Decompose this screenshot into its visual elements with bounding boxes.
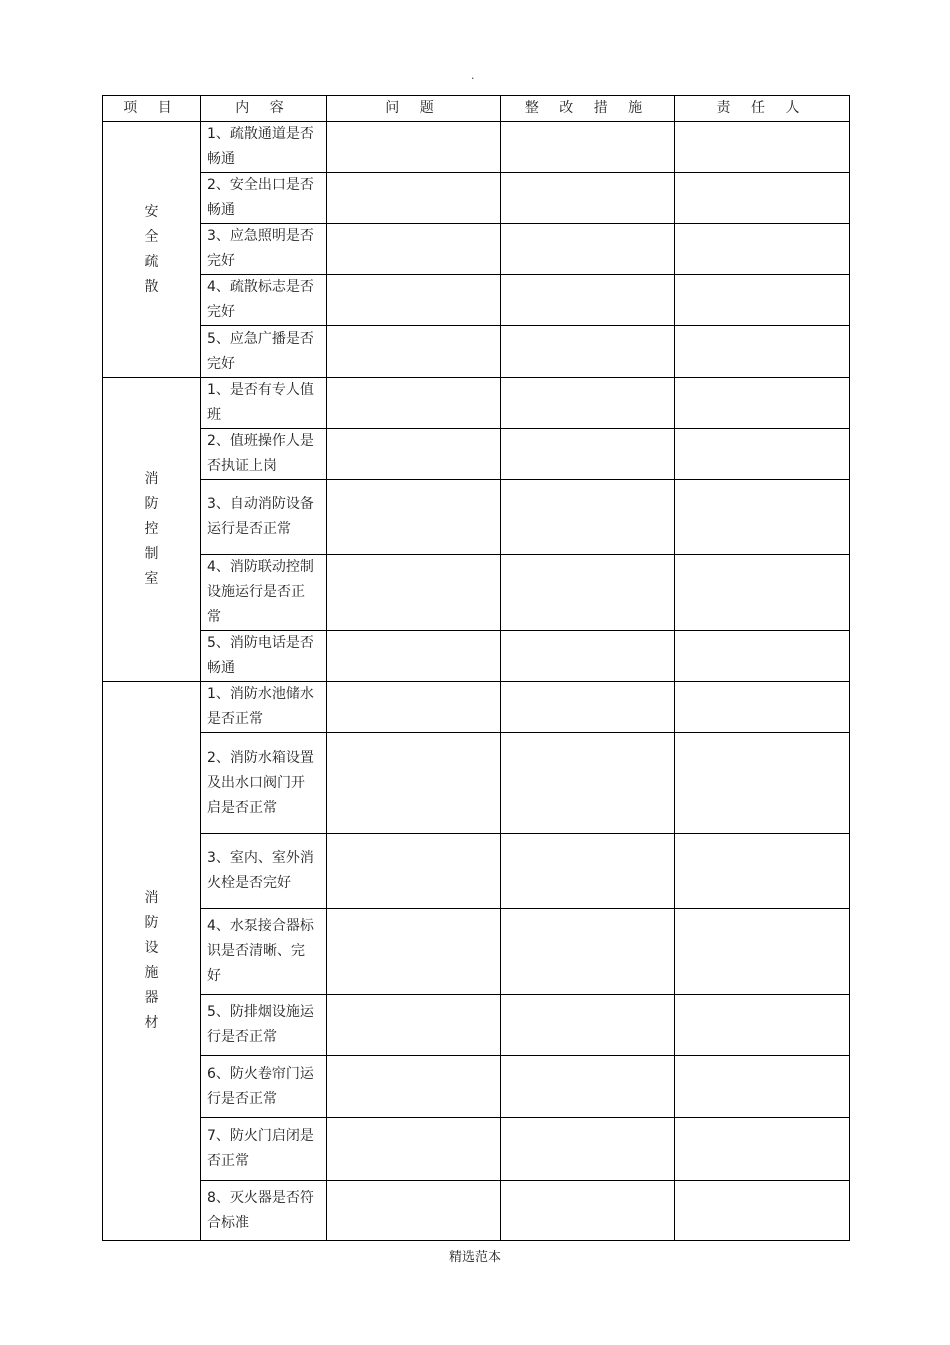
header-responsible: 责 任 人	[675, 96, 850, 122]
content-cell: 8、灭火器是否符合标准	[201, 1181, 327, 1241]
problem-cell[interactable]	[327, 995, 501, 1056]
responsible-cell[interactable]	[675, 224, 850, 275]
problem-cell[interactable]	[327, 1181, 501, 1241]
rectification-cell[interactable]	[501, 122, 675, 173]
rectification-cell[interactable]	[501, 682, 675, 733]
problem-cell[interactable]	[327, 224, 501, 275]
rectification-cell[interactable]	[501, 224, 675, 275]
table-row	[103, 555, 850, 631]
responsible-cell[interactable]	[675, 834, 850, 909]
content-cell: 1、消防水池储水是否正常	[201, 682, 327, 733]
problem-cell[interactable]	[327, 555, 501, 631]
header-rectification: 整 改 措 施	[501, 96, 675, 122]
category-label: 消防控制室	[144, 471, 159, 587]
table-row	[103, 224, 850, 275]
rectification-cell[interactable]	[501, 631, 675, 682]
responsible-cell[interactable]	[675, 995, 850, 1056]
content-cell: 2、消防水箱设置及出水口阀门开启是否正常	[201, 733, 327, 834]
header-category: 项 目	[103, 96, 201, 122]
rectification-cell[interactable]	[501, 555, 675, 631]
content-cell: 5、防排烟设施运行是否正常	[201, 995, 327, 1056]
responsible-cell[interactable]	[675, 682, 850, 733]
category-label: 消防设施器材	[144, 890, 159, 1031]
rectification-cell[interactable]	[501, 173, 675, 224]
table-row	[103, 1118, 850, 1181]
rectification-cell[interactable]	[501, 1181, 675, 1241]
responsible-cell[interactable]	[675, 173, 850, 224]
responsible-cell[interactable]	[675, 631, 850, 682]
problem-cell[interactable]	[327, 631, 501, 682]
rectification-cell[interactable]	[501, 733, 675, 834]
header-content: 内 容	[201, 96, 327, 122]
rectification-cell[interactable]	[501, 326, 675, 378]
content-cell: 3、应急照明是否完好	[201, 224, 327, 275]
rectification-cell[interactable]	[501, 378, 675, 429]
category-cell-facilities	[103, 682, 201, 1241]
rectification-cell[interactable]	[501, 1056, 675, 1118]
responsible-cell[interactable]	[675, 275, 850, 326]
problem-cell[interactable]	[327, 834, 501, 909]
responsible-cell[interactable]	[675, 1181, 850, 1241]
responsible-cell[interactable]	[675, 122, 850, 173]
responsible-cell[interactable]	[675, 429, 850, 480]
problem-cell[interactable]	[327, 480, 501, 555]
problem-cell[interactable]	[327, 275, 501, 326]
rectification-cell[interactable]	[501, 275, 675, 326]
problem-cell[interactable]	[327, 733, 501, 834]
content-cell: 4、水泵接合器标识是否清晰、完好	[201, 909, 327, 995]
responsible-cell[interactable]	[675, 909, 850, 995]
rectification-cell[interactable]	[501, 834, 675, 909]
responsible-cell[interactable]	[675, 326, 850, 378]
category-cell-evacuation	[103, 122, 201, 378]
content-cell: 4、消防联动控制设施运行是否正常	[201, 555, 327, 631]
content-cell: 1、疏散通道是否畅通	[201, 122, 327, 173]
content-cell: 7、防火门启闭是否正常	[201, 1118, 327, 1181]
page-footer: 精选范本	[448, 1250, 501, 1265]
table-row	[103, 122, 850, 173]
table-row	[103, 909, 850, 995]
category-label: 安全疏散	[144, 203, 159, 295]
table-row	[103, 429, 850, 480]
responsible-cell[interactable]	[675, 733, 850, 834]
table-row	[103, 834, 850, 909]
rectification-cell[interactable]	[501, 1118, 675, 1181]
table-row	[103, 733, 850, 834]
table-row	[103, 1056, 850, 1118]
problem-cell[interactable]	[327, 1118, 501, 1181]
category-cell-control-room	[103, 378, 201, 682]
responsible-cell[interactable]	[675, 1056, 850, 1118]
content-cell: 4、疏散标志是否完好	[201, 275, 327, 326]
content-cell: 5、应急广播是否完好	[201, 326, 327, 378]
content-cell: 3、自动消防设备运行是否正常	[201, 480, 327, 555]
responsible-cell[interactable]	[675, 480, 850, 555]
table-row	[103, 631, 850, 682]
inspection-table	[102, 95, 850, 1241]
content-cell: 2、安全出口是否畅通	[201, 173, 327, 224]
table-row	[103, 995, 850, 1056]
problem-cell[interactable]	[327, 173, 501, 224]
content-cell: 2、值班操作人是否执证上岗	[201, 429, 327, 480]
table-row	[103, 173, 850, 224]
table-row	[103, 275, 850, 326]
content-cell: 6、防火卷帘门运行是否正常	[201, 1056, 327, 1118]
content-cell: 5、消防电话是否畅通	[201, 631, 327, 682]
responsible-cell[interactable]	[675, 555, 850, 631]
responsible-cell[interactable]	[675, 1118, 850, 1181]
problem-cell[interactable]	[327, 429, 501, 480]
header-problem: 问 题	[327, 96, 501, 122]
rectification-cell[interactable]	[501, 480, 675, 555]
problem-cell[interactable]	[327, 122, 501, 173]
table-row	[103, 682, 850, 733]
problem-cell[interactable]	[327, 326, 501, 378]
table-row	[103, 378, 850, 429]
table-header-row	[103, 96, 850, 122]
responsible-cell[interactable]	[675, 378, 850, 429]
table-row	[103, 326, 850, 378]
rectification-cell[interactable]	[501, 909, 675, 995]
problem-cell[interactable]	[327, 682, 501, 733]
rectification-cell[interactable]	[501, 429, 675, 480]
content-cell: 3、室内、室外消火栓是否完好	[201, 834, 327, 909]
problem-cell[interactable]	[327, 909, 501, 995]
table-row	[103, 480, 850, 555]
rectification-cell[interactable]	[501, 995, 675, 1056]
header-mark: .	[471, 69, 475, 82]
content-cell: 1、是否有专人值班	[201, 378, 327, 429]
problem-cell[interactable]	[327, 378, 501, 429]
table-row	[103, 1181, 850, 1241]
problem-cell[interactable]	[327, 1056, 501, 1118]
